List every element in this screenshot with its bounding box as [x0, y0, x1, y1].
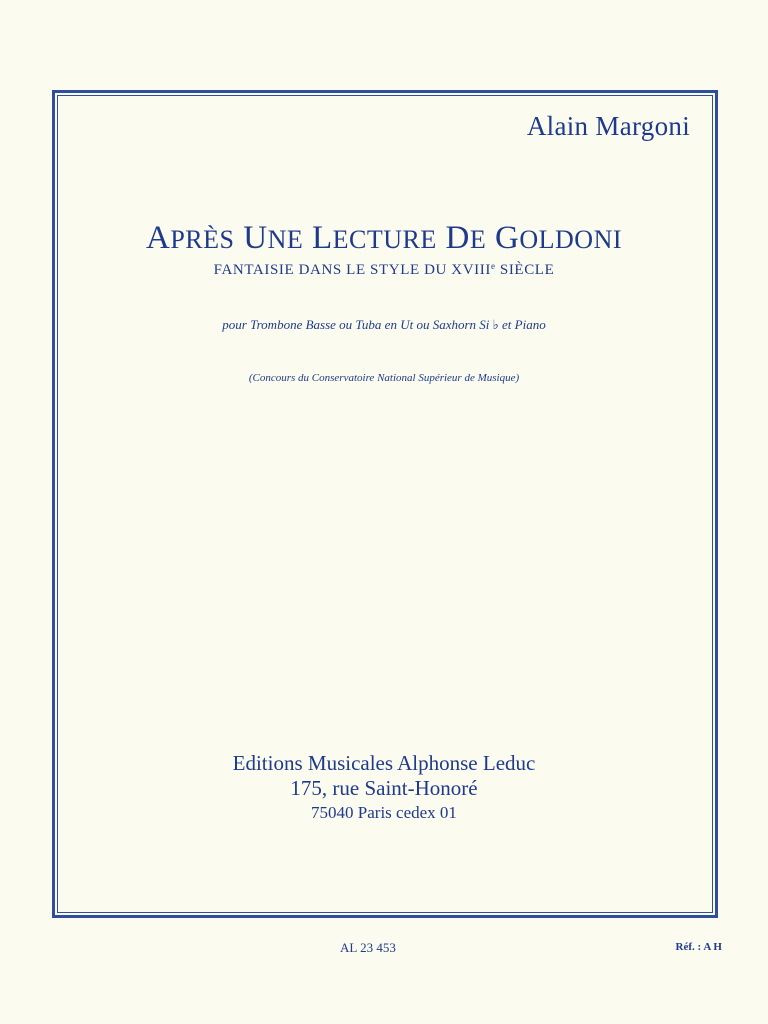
publisher-street: 175, rue Saint-Honoré	[290, 776, 478, 800]
catalog-number: AL 23 453	[340, 940, 396, 955]
title-word-initial: A	[145, 220, 171, 256]
composer-name: Alain Margoni	[526, 111, 690, 141]
work-subtitle	[0, 262, 768, 279]
publisher-city: 75040 Paris cedex 01	[311, 803, 457, 822]
publisher-block	[0, 751, 768, 824]
subtitle-end: SIÈCLE	[495, 262, 555, 278]
reference-code: Réf. : A H	[675, 941, 722, 953]
title-word-rest: OLDONI	[519, 225, 623, 254]
title-word-initial: L	[312, 220, 333, 256]
title-word-initial: U	[243, 220, 268, 256]
title-word-initial: G	[495, 220, 520, 256]
title-word-rest: ECTURE	[332, 225, 437, 254]
title-word-rest: E	[469, 225, 487, 254]
title-word-initial: D	[445, 220, 470, 256]
competition-note: (Concours du Conservatoire National Supérieur de Musique)	[248, 372, 520, 384]
title-word-rest: PRÈS	[170, 225, 235, 254]
subtitle-superscript: e	[490, 261, 496, 271]
subtitle-text: FANTAISIE DANS LE STYLE DU XVIII	[213, 262, 491, 278]
title-word-rest: NE	[267, 225, 304, 254]
work-title	[0, 220, 768, 257]
instrumentation-line: pour Trombone Basse ou Tuba en Ut ou Saxhorn Si ♭ et Piano	[222, 317, 546, 332]
publisher-name: Editions Musicales Alphonse Leduc	[232, 751, 536, 775]
